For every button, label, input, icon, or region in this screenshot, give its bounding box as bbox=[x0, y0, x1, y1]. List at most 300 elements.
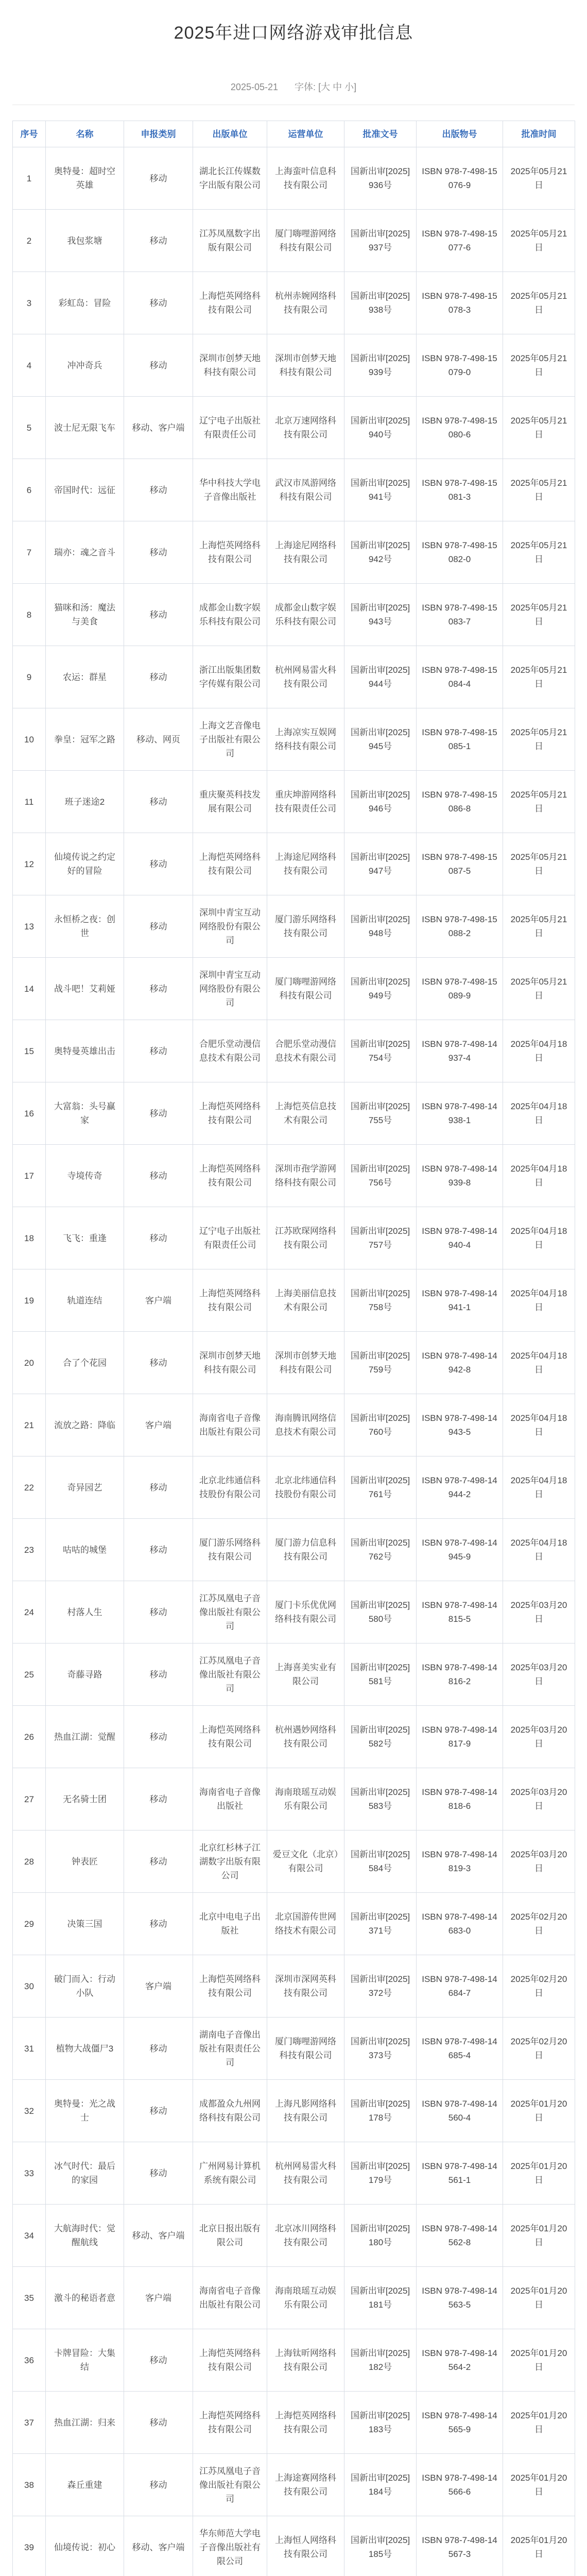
cell-approval-date: 2025年01月20日 bbox=[503, 2080, 575, 2142]
header-cell: 批准时间 bbox=[503, 121, 575, 147]
cell-game-name: 破门而入：行动小队 bbox=[46, 1955, 124, 2018]
cell-publisher: 北京中电电子出版社 bbox=[193, 1893, 267, 1955]
cell-index: 32 bbox=[13, 2080, 46, 2142]
table-row bbox=[13, 646, 575, 708]
font-size-selector[interactable]: [大 中 小] bbox=[318, 82, 357, 92]
cell-publisher: 湖北长江传媒数字出版有限公司 bbox=[193, 147, 267, 210]
table-row bbox=[13, 584, 575, 646]
table-header-row bbox=[13, 121, 575, 147]
cell-approval-date: 2025年01月20日 bbox=[503, 2205, 575, 2267]
cell-category: 移动、客户端 bbox=[124, 2205, 193, 2267]
table-body bbox=[13, 147, 575, 2576]
cell-operator: 厦门游乐网络科技有限公司 bbox=[267, 895, 344, 958]
header-cell: 批准文号 bbox=[344, 121, 417, 147]
cell-publisher: 上海恺英网络科技有限公司 bbox=[193, 1269, 267, 1332]
cell-index: 2 bbox=[13, 210, 46, 272]
cell-approval-number: 国新出审[2025]761号 bbox=[344, 1456, 417, 1519]
cell-index: 33 bbox=[13, 2142, 46, 2205]
cell-isbn: ISBN 978-7-498-14566-6 bbox=[417, 2454, 503, 2516]
cell-publisher: 上海恺英网络科技有限公司 bbox=[193, 1145, 267, 1207]
cell-publisher: 海南省电子音像出版社有限公司 bbox=[193, 1394, 267, 1456]
cell-operator: 深圳市创梦天地科技有限公司 bbox=[267, 334, 344, 397]
cell-approval-number: 国新出审[2025]758号 bbox=[344, 1269, 417, 1332]
cell-operator: 海南琅瑶互动娱乐有限公司 bbox=[267, 1768, 344, 1831]
cell-game-name: 钟表匠 bbox=[46, 1831, 124, 1893]
cell-approval-date: 2025年03月20日 bbox=[503, 1831, 575, 1893]
cell-approval-date: 2025年05月21日 bbox=[503, 272, 575, 334]
table-row bbox=[13, 1207, 575, 1269]
cell-index: 34 bbox=[13, 2205, 46, 2267]
cell-game-name: 植物大战僵尸3 bbox=[46, 2018, 124, 2080]
cell-operator: 爱豆文化（北京）有限公司 bbox=[267, 1831, 344, 1893]
cell-isbn: ISBN 978-7-498-14815-5 bbox=[417, 1581, 503, 1643]
cell-game-name: 大航海时代：觉醒航线 bbox=[46, 2205, 124, 2267]
cell-game-name: 仙境传说：初心 bbox=[46, 2516, 124, 2576]
cell-index: 35 bbox=[13, 2267, 46, 2329]
cell-category: 移动 bbox=[124, 895, 193, 958]
cell-operator: 重庆坤游网络科技有限责任公司 bbox=[267, 771, 344, 833]
cell-approval-date: 2025年04月18日 bbox=[503, 1082, 575, 1145]
cell-category: 移动 bbox=[124, 1456, 193, 1519]
cell-operator: 合肥乐堂动漫信息技术有限公司 bbox=[267, 1020, 344, 1082]
cell-game-name: 合了个花园 bbox=[46, 1332, 124, 1394]
publish-date: 2025-05-21 bbox=[230, 82, 278, 92]
cell-operator: 北京北纬通信科技股份有限公司 bbox=[267, 1456, 344, 1519]
cell-isbn: ISBN 978-7-498-14817-9 bbox=[417, 1706, 503, 1768]
cell-isbn: ISBN 978-7-498-15086-8 bbox=[417, 771, 503, 833]
cell-category: 移动 bbox=[124, 1768, 193, 1831]
cell-game-name: 冰气时代：最后的家园 bbox=[46, 2142, 124, 2205]
cell-category: 移动 bbox=[124, 459, 193, 521]
table-row bbox=[13, 1643, 575, 1706]
cell-index: 36 bbox=[13, 2329, 46, 2392]
cell-publisher: 上海恺英网络科技有限公司 bbox=[193, 833, 267, 895]
cell-game-name: 森丘重建 bbox=[46, 2454, 124, 2516]
cell-approval-date: 2025年04月18日 bbox=[503, 1145, 575, 1207]
cell-approval-date: 2025年03月20日 bbox=[503, 1768, 575, 1831]
cell-index: 13 bbox=[13, 895, 46, 958]
cell-category: 移动 bbox=[124, 1706, 193, 1768]
cell-isbn: ISBN 978-7-498-15085-1 bbox=[417, 708, 503, 771]
cell-publisher: 厦门游乐网络科技有限公司 bbox=[193, 1519, 267, 1581]
table-row bbox=[13, 1394, 575, 1456]
cell-operator: 上海途尼网络科技有限公司 bbox=[267, 833, 344, 895]
cell-category: 移动 bbox=[124, 272, 193, 334]
table-row bbox=[13, 1893, 575, 1955]
table-row bbox=[13, 459, 575, 521]
cell-category: 移动 bbox=[124, 833, 193, 895]
cell-approval-date: 2025年03月20日 bbox=[503, 1643, 575, 1706]
cell-publisher: 海南省电子音像出版社有限公司 bbox=[193, 2267, 267, 2329]
cell-isbn: ISBN 978-7-498-15083-7 bbox=[417, 584, 503, 646]
table-row bbox=[13, 1519, 575, 1581]
table-row bbox=[13, 521, 575, 584]
cell-approval-date: 2025年05月21日 bbox=[503, 334, 575, 397]
cell-publisher: 上海恺英网络科技有限公司 bbox=[193, 2392, 267, 2454]
cell-operator: 江苏欧琛网络科技有限公司 bbox=[267, 1207, 344, 1269]
cell-isbn: ISBN 978-7-498-14819-3 bbox=[417, 1831, 503, 1893]
cell-publisher: 合肥乐堂动漫信息技术有限公司 bbox=[193, 1020, 267, 1082]
table-row bbox=[13, 1020, 575, 1082]
cell-isbn: ISBN 978-7-498-14945-9 bbox=[417, 1519, 503, 1581]
cell-approval-date: 2025年05月21日 bbox=[503, 708, 575, 771]
table-row bbox=[13, 1456, 575, 1519]
cell-game-name: 仙境传说之约定好的冒险 bbox=[46, 833, 124, 895]
table-row bbox=[13, 334, 575, 397]
cell-game-name: 战斗吧！艾莉娅 bbox=[46, 958, 124, 1020]
cell-operator: 上海喜美实业有限公司 bbox=[267, 1643, 344, 1706]
cell-publisher: 北京北纬通信科技股份有限公司 bbox=[193, 1456, 267, 1519]
cell-category: 移动 bbox=[124, 1831, 193, 1893]
cell-approval-number: 国新出审[2025]946号 bbox=[344, 771, 417, 833]
cell-approval-date: 2025年05月21日 bbox=[503, 584, 575, 646]
cell-isbn: ISBN 978-7-498-14683-0 bbox=[417, 1893, 503, 1955]
table-row bbox=[13, 272, 575, 334]
cell-approval-date: 2025年01月20日 bbox=[503, 2392, 575, 2454]
cell-isbn: ISBN 978-7-498-14818-6 bbox=[417, 1768, 503, 1831]
cell-index: 1 bbox=[13, 147, 46, 210]
cell-approval-number: 国新出审[2025]941号 bbox=[344, 459, 417, 521]
table-row bbox=[13, 1768, 575, 1831]
cell-category: 移动 bbox=[124, 2018, 193, 2080]
table-row bbox=[13, 2516, 575, 2576]
cell-operator: 北京万速网络科技有限公司 bbox=[267, 397, 344, 459]
cell-approval-number: 国新出审[2025]938号 bbox=[344, 272, 417, 334]
cell-game-name: 帝国时代：远征 bbox=[46, 459, 124, 521]
cell-operator: 成都金山数字娱乐科技有限公司 bbox=[267, 584, 344, 646]
cell-index: 6 bbox=[13, 459, 46, 521]
cell-category: 移动、客户端 bbox=[124, 2516, 193, 2576]
cell-publisher: 上海恺英网络科技有限公司 bbox=[193, 521, 267, 584]
cell-index: 8 bbox=[13, 584, 46, 646]
cell-publisher: 海南省电子音像出版社 bbox=[193, 1768, 267, 1831]
cell-isbn: ISBN 978-7-498-15082-0 bbox=[417, 521, 503, 584]
cell-index: 39 bbox=[13, 2516, 46, 2576]
cell-publisher: 江苏凤凰电子音像出版社有限公司 bbox=[193, 2454, 267, 2516]
cell-isbn: ISBN 978-7-498-15087-5 bbox=[417, 833, 503, 895]
cell-game-name: 奇异园艺 bbox=[46, 1456, 124, 1519]
table-row bbox=[13, 958, 575, 1020]
cell-category: 移动 bbox=[124, 1332, 193, 1394]
cell-operator: 厦门嗨哩游网络科技有限公司 bbox=[267, 210, 344, 272]
cell-approval-number: 国新出审[2025]945号 bbox=[344, 708, 417, 771]
cell-category: 客户端 bbox=[124, 2267, 193, 2329]
cell-publisher: 深圳中青宝互动网络股份有限公司 bbox=[193, 895, 267, 958]
cell-game-name: 寺境传奇 bbox=[46, 1145, 124, 1207]
table-row bbox=[13, 2267, 575, 2329]
cell-operator: 厦门嗨哩游网络科技有限公司 bbox=[267, 958, 344, 1020]
table-row bbox=[13, 833, 575, 895]
table-row bbox=[13, 1332, 575, 1394]
cell-approval-date: 2025年05月21日 bbox=[503, 521, 575, 584]
cell-game-name: 飞飞：重逢 bbox=[46, 1207, 124, 1269]
cell-game-name: 激斗的秘语者意 bbox=[46, 2267, 124, 2329]
table-row bbox=[13, 1082, 575, 1145]
cell-index: 26 bbox=[13, 1706, 46, 1768]
cell-publisher: 湖南电子音像出版社有限责任公司 bbox=[193, 2018, 267, 2080]
cell-category: 移动 bbox=[124, 147, 193, 210]
cell-operator: 北京国游传世网络技术有限公司 bbox=[267, 1893, 344, 1955]
cell-game-name: 决策三国 bbox=[46, 1893, 124, 1955]
cell-approval-number: 国新出审[2025]949号 bbox=[344, 958, 417, 1020]
cell-publisher: 江苏凤凰数字出版有限公司 bbox=[193, 210, 267, 272]
cell-operator: 杭州网易雷火科技有限公司 bbox=[267, 646, 344, 708]
cell-index: 20 bbox=[13, 1332, 46, 1394]
table-row bbox=[13, 2080, 575, 2142]
cell-approval-date: 2025年02月20日 bbox=[503, 1955, 575, 2018]
cell-approval-date: 2025年03月20日 bbox=[503, 1706, 575, 1768]
cell-index: 11 bbox=[13, 771, 46, 833]
cell-index: 7 bbox=[13, 521, 46, 584]
cell-index: 18 bbox=[13, 1207, 46, 1269]
cell-publisher: 北京日报出版有限公司 bbox=[193, 2205, 267, 2267]
cell-approval-number: 国新出审[2025]936号 bbox=[344, 147, 417, 210]
cell-approval-date: 2025年04月18日 bbox=[503, 1519, 575, 1581]
cell-game-name: 大富翁：头号赢家 bbox=[46, 1082, 124, 1145]
cell-category: 移动 bbox=[124, 1145, 193, 1207]
cell-operator: 上海美丽信息技术有限公司 bbox=[267, 1269, 344, 1332]
cell-operator: 武汉市凤游网络科技有限公司 bbox=[267, 459, 344, 521]
cell-approval-number: 国新出审[2025]944号 bbox=[344, 646, 417, 708]
cell-isbn: ISBN 978-7-498-15076-9 bbox=[417, 147, 503, 210]
cell-approval-number: 国新出审[2025]183号 bbox=[344, 2392, 417, 2454]
table-row bbox=[13, 708, 575, 771]
cell-approval-number: 国新出审[2025]939号 bbox=[344, 334, 417, 397]
cell-index: 17 bbox=[13, 1145, 46, 1207]
cell-isbn: ISBN 978-7-498-15079-0 bbox=[417, 334, 503, 397]
cell-isbn: ISBN 978-7-498-14561-1 bbox=[417, 2142, 503, 2205]
cell-approval-date: 2025年05月21日 bbox=[503, 958, 575, 1020]
approval-table bbox=[12, 121, 575, 2576]
cell-game-name: 流放之路：降临 bbox=[46, 1394, 124, 1456]
cell-publisher: 上海文艺音像电子出版社有限公司 bbox=[193, 708, 267, 771]
cell-game-name: 奥特曼：超时空英雄 bbox=[46, 147, 124, 210]
cell-operator: 上海途赛网络科技有限公司 bbox=[267, 2454, 344, 2516]
cell-approval-number: 国新出审[2025]760号 bbox=[344, 1394, 417, 1456]
cell-operator: 厦门嗨哩游网络科技有限公司 bbox=[267, 2018, 344, 2080]
cell-approval-number: 国新出审[2025]582号 bbox=[344, 1706, 417, 1768]
cell-approval-date: 2025年04月18日 bbox=[503, 1207, 575, 1269]
cell-index: 23 bbox=[13, 1519, 46, 1581]
cell-isbn: ISBN 978-7-498-14937-4 bbox=[417, 1020, 503, 1082]
cell-game-name: 瑞亦：魂之音斗 bbox=[46, 521, 124, 584]
cell-category: 移动 bbox=[124, 1893, 193, 1955]
cell-publisher: 广州网易计算机系统有限公司 bbox=[193, 2142, 267, 2205]
cell-category: 移动 bbox=[124, 584, 193, 646]
cell-isbn: ISBN 978-7-498-14943-5 bbox=[417, 1394, 503, 1456]
cell-approval-number: 国新出审[2025]184号 bbox=[344, 2454, 417, 2516]
cell-operator: 上海途尼网络科技有限公司 bbox=[267, 521, 344, 584]
cell-operator: 上海恒人网络科技有限公司 bbox=[267, 2516, 344, 2576]
cell-isbn: ISBN 978-7-498-14942-8 bbox=[417, 1332, 503, 1394]
cell-category: 移动 bbox=[124, 334, 193, 397]
cell-isbn: ISBN 978-7-498-14684-7 bbox=[417, 1955, 503, 2018]
cell-approval-date: 2025年05月21日 bbox=[503, 646, 575, 708]
cell-publisher: 华东师范大学电子音像出版社有限公司 bbox=[193, 2516, 267, 2576]
cell-index: 31 bbox=[13, 2018, 46, 2080]
cell-category: 移动 bbox=[124, 2142, 193, 2205]
cell-game-name: 轨道连结 bbox=[46, 1269, 124, 1332]
cell-category: 移动 bbox=[124, 1020, 193, 1082]
cell-publisher: 上海恺英网络科技有限公司 bbox=[193, 1955, 267, 2018]
cell-approval-number: 国新出审[2025]179号 bbox=[344, 2142, 417, 2205]
cell-index: 14 bbox=[13, 958, 46, 1020]
header-cell: 名称 bbox=[46, 121, 124, 147]
cell-index: 15 bbox=[13, 1020, 46, 1082]
cell-publisher: 浙江出版集团数字传媒有限公司 bbox=[193, 646, 267, 708]
cell-approval-date: 2025年05月21日 bbox=[503, 771, 575, 833]
cell-operator: 上海钛昕网络科技有限公司 bbox=[267, 2329, 344, 2392]
cell-publisher: 深圳市创梦天地科技有限公司 bbox=[193, 334, 267, 397]
cell-operator: 上海恺英网络科技有限公司 bbox=[267, 2392, 344, 2454]
cell-game-name: 冲冲奇兵 bbox=[46, 334, 124, 397]
cell-approval-number: 国新出审[2025]372号 bbox=[344, 1955, 417, 2018]
cell-publisher: 辽宁电子出版社有限责任公司 bbox=[193, 397, 267, 459]
cell-game-name: 永恒桥之夜：创世 bbox=[46, 895, 124, 958]
cell-operator: 上海凉实互娱网络科技有限公司 bbox=[267, 708, 344, 771]
cell-game-name: 奥特曼英雄出击 bbox=[46, 1020, 124, 1082]
cell-approval-date: 2025年05月21日 bbox=[503, 147, 575, 210]
cell-publisher: 上海恺英网络科技有限公司 bbox=[193, 2329, 267, 2392]
table-row bbox=[13, 397, 575, 459]
cell-approval-number: 国新出审[2025]759号 bbox=[344, 1332, 417, 1394]
cell-approval-number: 国新出审[2025]182号 bbox=[344, 2329, 417, 2392]
cell-index: 30 bbox=[13, 1955, 46, 2018]
cell-game-name: 班子迷途2 bbox=[46, 771, 124, 833]
cell-game-name: 农运：群星 bbox=[46, 646, 124, 708]
cell-approval-date: 2025年05月21日 bbox=[503, 397, 575, 459]
cell-approval-number: 国新出审[2025]937号 bbox=[344, 210, 417, 272]
cell-approval-date: 2025年01月20日 bbox=[503, 2454, 575, 2516]
cell-publisher: 江苏凤凰电子音像出版社有限公司 bbox=[193, 1581, 267, 1643]
cell-isbn: ISBN 978-7-498-14938-1 bbox=[417, 1082, 503, 1145]
cell-index: 22 bbox=[13, 1456, 46, 1519]
cell-operator: 深圳市孢学游网络科技有限公司 bbox=[267, 1145, 344, 1207]
cell-game-name: 奇藤寻路 bbox=[46, 1643, 124, 1706]
cell-index: 28 bbox=[13, 1831, 46, 1893]
cell-isbn: ISBN 978-7-498-14685-4 bbox=[417, 2018, 503, 2080]
cell-index: 38 bbox=[13, 2454, 46, 2516]
cell-isbn: ISBN 978-7-498-15077-6 bbox=[417, 210, 503, 272]
table-row bbox=[13, 147, 575, 210]
cell-isbn: ISBN 978-7-498-14565-9 bbox=[417, 2392, 503, 2454]
cell-isbn: ISBN 978-7-498-14560-4 bbox=[417, 2080, 503, 2142]
cell-index: 37 bbox=[13, 2392, 46, 2454]
cell-approval-number: 国新出审[2025]180号 bbox=[344, 2205, 417, 2267]
table-row bbox=[13, 2392, 575, 2454]
cell-approval-date: 2025年01月20日 bbox=[503, 2329, 575, 2392]
table-row bbox=[13, 895, 575, 958]
cell-game-name: 奥特曼：光之战士 bbox=[46, 2080, 124, 2142]
cell-operator: 上海蛮叶信息科技有限公司 bbox=[267, 147, 344, 210]
cell-approval-number: 国新出审[2025]947号 bbox=[344, 833, 417, 895]
cell-approval-number: 国新出审[2025]948号 bbox=[344, 895, 417, 958]
cell-approval-number: 国新出审[2025]756号 bbox=[344, 1145, 417, 1207]
cell-approval-number: 国新出审[2025]940号 bbox=[344, 397, 417, 459]
font-size-label: 字体: bbox=[295, 82, 316, 92]
cell-approval-date: 2025年05月21日 bbox=[503, 459, 575, 521]
cell-index: 25 bbox=[13, 1643, 46, 1706]
cell-operator: 海南腾讯网络信息技术有限公司 bbox=[267, 1394, 344, 1456]
cell-game-name: 无名骑士团 bbox=[46, 1768, 124, 1831]
cell-category: 移动 bbox=[124, 1519, 193, 1581]
cell-category: 移动 bbox=[124, 2080, 193, 2142]
cell-index: 3 bbox=[13, 272, 46, 334]
cell-isbn: ISBN 978-7-498-14939-8 bbox=[417, 1145, 503, 1207]
cell-game-name: 村落人生 bbox=[46, 1581, 124, 1643]
cell-category: 移动 bbox=[124, 1581, 193, 1643]
cell-isbn: ISBN 978-7-498-15084-4 bbox=[417, 646, 503, 708]
cell-operator: 厦门卡乐优优网络科技有限公司 bbox=[267, 1581, 344, 1643]
cell-approval-date: 2025年03月20日 bbox=[503, 1581, 575, 1643]
cell-category: 客户端 bbox=[124, 1269, 193, 1332]
cell-isbn: ISBN 978-7-498-14944-2 bbox=[417, 1456, 503, 1519]
cell-category: 移动 bbox=[124, 521, 193, 584]
cell-category: 移动 bbox=[124, 771, 193, 833]
cell-approval-number: 国新出审[2025]943号 bbox=[344, 584, 417, 646]
cell-index: 12 bbox=[13, 833, 46, 895]
cell-game-name: 波士尼无限飞车 bbox=[46, 397, 124, 459]
cell-publisher: 成都金山数字娱乐科技有限公司 bbox=[193, 584, 267, 646]
cell-category: 客户端 bbox=[124, 1394, 193, 1456]
cell-approval-date: 2025年01月20日 bbox=[503, 2516, 575, 2576]
cell-approval-date: 2025年04月18日 bbox=[503, 1332, 575, 1394]
cell-approval-number: 国新出审[2025]583号 bbox=[344, 1768, 417, 1831]
cell-approval-date: 2025年05月21日 bbox=[503, 833, 575, 895]
cell-category: 客户端 bbox=[124, 1955, 193, 2018]
cell-index: 19 bbox=[13, 1269, 46, 1332]
page-title: 2025年进口网络游戏审批信息 bbox=[174, 23, 413, 43]
cell-isbn: ISBN 978-7-498-15081-3 bbox=[417, 459, 503, 521]
header-cell: 出版物号 bbox=[417, 121, 503, 147]
cell-game-name: 热血江湖：觉醒 bbox=[46, 1706, 124, 1768]
cell-approval-date: 2025年04月18日 bbox=[503, 1456, 575, 1519]
cell-publisher: 深圳市创梦天地科技有限公司 bbox=[193, 1332, 267, 1394]
cell-approval-number: 国新出审[2025]754号 bbox=[344, 1020, 417, 1082]
table-row bbox=[13, 210, 575, 272]
cell-operator: 杭州网易雷火科技有限公司 bbox=[267, 2142, 344, 2205]
cell-approval-date: 2025年01月20日 bbox=[503, 2267, 575, 2329]
cell-game-name: 彩虹岛：冒险 bbox=[46, 272, 124, 334]
header-cell: 申报类别 bbox=[124, 121, 193, 147]
cell-index: 16 bbox=[13, 1082, 46, 1145]
cell-approval-number: 国新出审[2025]580号 bbox=[344, 1581, 417, 1643]
cell-approval-date: 2025年05月21日 bbox=[503, 895, 575, 958]
cell-operator: 深圳市深网英科技有限公司 bbox=[267, 1955, 344, 2018]
cell-index: 5 bbox=[13, 397, 46, 459]
cell-publisher: 北京红杉林子江湖数字出版有限公司 bbox=[193, 1831, 267, 1893]
cell-approval-number: 国新出审[2025]371号 bbox=[344, 1893, 417, 1955]
cell-approval-number: 国新出审[2025]185号 bbox=[344, 2516, 417, 2576]
cell-category: 移动 bbox=[124, 2392, 193, 2454]
cell-category: 移动 bbox=[124, 1082, 193, 1145]
cell-game-name: 卡牌冒险：大集结 bbox=[46, 2329, 124, 2392]
cell-category: 移动 bbox=[124, 210, 193, 272]
cell-index: 24 bbox=[13, 1581, 46, 1643]
cell-approval-number: 国新出审[2025]762号 bbox=[344, 1519, 417, 1581]
cell-approval-date: 2025年04月18日 bbox=[503, 1394, 575, 1456]
cell-approval-number: 国新出审[2025]584号 bbox=[344, 1831, 417, 1893]
cell-isbn: ISBN 978-7-498-14816-2 bbox=[417, 1643, 503, 1706]
table-row bbox=[13, 2205, 575, 2267]
cell-isbn: ISBN 978-7-498-14562-8 bbox=[417, 2205, 503, 2267]
cell-approval-date: 2025年01月20日 bbox=[503, 2142, 575, 2205]
cell-isbn: ISBN 978-7-498-14567-3 bbox=[417, 2516, 503, 2576]
cell-category: 移动、客户端 bbox=[124, 397, 193, 459]
cell-index: 29 bbox=[13, 1893, 46, 1955]
cell-index: 21 bbox=[13, 1394, 46, 1456]
cell-approval-date: 2025年02月20日 bbox=[503, 2018, 575, 2080]
